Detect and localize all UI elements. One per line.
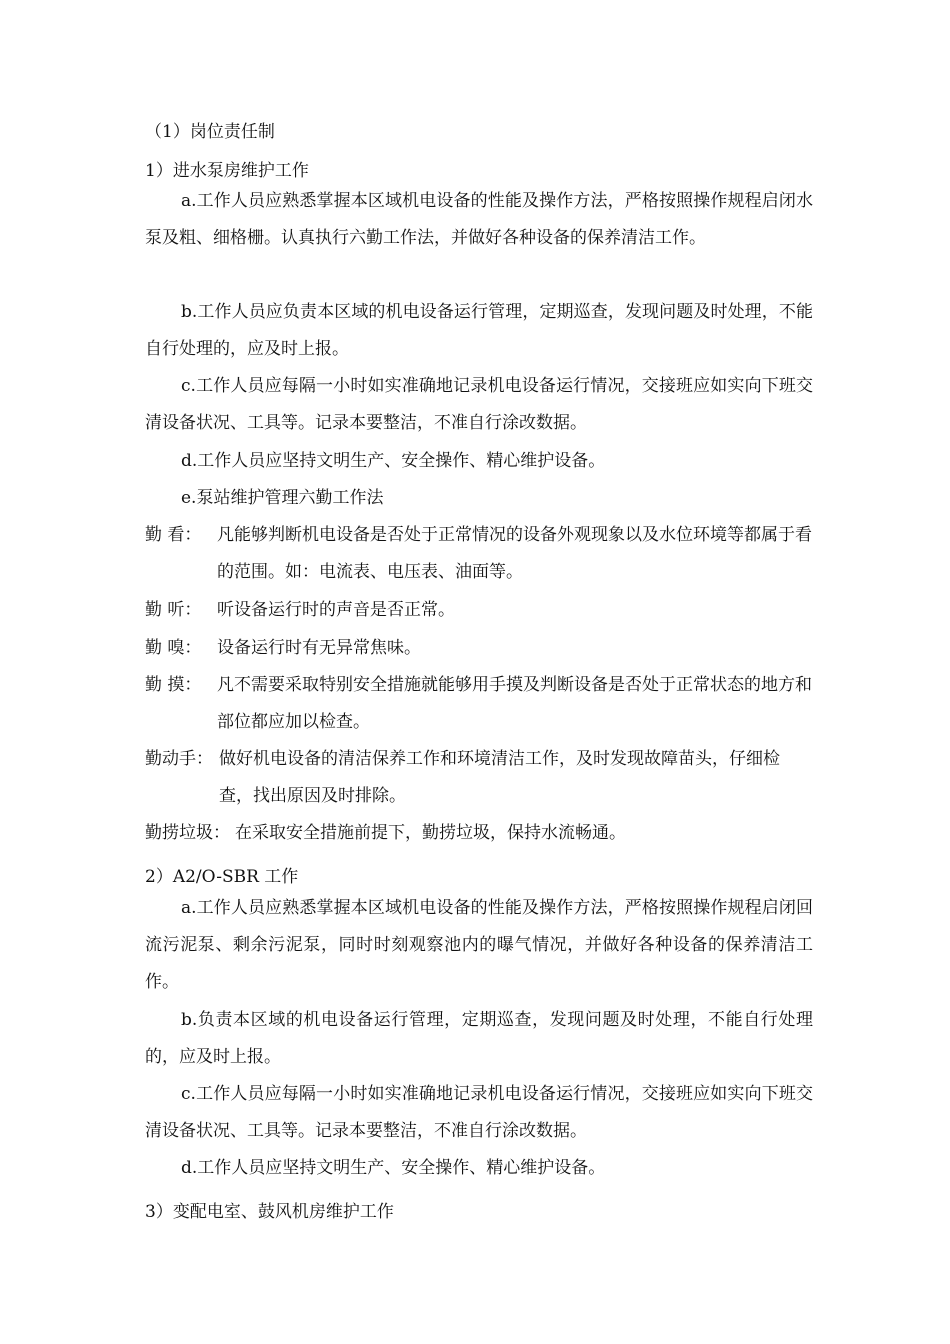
diligence-label: 勤 嗅： — [145, 638, 202, 658]
paragraph-2d: d.工作人员应坚持文明生产、安全操作、精心维护设备。 — [181, 1158, 606, 1178]
diligence-text: 做好机电设备的清洁保养工作和环境清洁工作，及时发现故障苗头，仔细检查，找出原因及时排除。 — [219, 749, 780, 806]
diligence-label: 勤 摸： — [145, 675, 202, 695]
diligence-text: 听设备运行时的声音是否正常。 — [217, 600, 455, 620]
diligence-text: 设备运行时有无异常焦味。 — [217, 638, 421, 658]
diligence-text: 在采取安全措施前提下，勤捞垃圾，保持水流畅通。 — [235, 823, 626, 843]
diligence-item-look — [145, 517, 813, 591]
paragraph-2b: b.负责本区域的机电设备运行管理，定期巡查，发现问题及时处理，不能自行处理的，应及时上报。 — [145, 1010, 813, 1067]
diligence-text: 凡能够判断机电设备是否处于正常情况的设备外观现象以及水位环境等都属于看的范围。如：电流表、电压表、油面等。 — [217, 525, 812, 582]
paragraph-1c: c.工作人员应每隔一小时如实准确地记录机电设备运行情况，交接班应如实向下班交清设备状况、工具等。记录本要整洁，不准自行涂改数据。 — [145, 376, 813, 433]
paragraph-2c: c.工作人员应每隔一小时如实准确地记录机电设备运行情况，交接班应如实向下班交清设备状况、工具等。记录本要整洁，不准自行涂改数据。 — [145, 1084, 813, 1141]
paragraph-2a: a.工作人员应熟悉掌握本区域机电设备的性能及操作方法，严格按照操作规程启闭回流污泥泵、剩余污泥泵，同时时刻观察池内的曝气情况，并做好各种设备的保养清洁工作。 — [145, 898, 813, 992]
diligence-item-listen — [145, 592, 813, 629]
diligence-item-touch — [145, 667, 813, 741]
paragraph-1e: e.泵站维护管理六勤工作法 — [181, 488, 384, 508]
diligence-label: 勤动手： — [145, 749, 213, 769]
diligence-item-debris — [145, 815, 813, 852]
paragraph-1d: d.工作人员应坚持文明生产、安全操作、精心维护设备。 — [181, 451, 606, 471]
subsection-title-2: 2）A2/O-SBR 工作 — [145, 867, 299, 887]
diligence-label: 勤捞垃圾： — [145, 823, 230, 843]
subsection-title-3: 3）变配电室、鼓风机房维护工作 — [145, 1202, 394, 1222]
subsection-title-1: 1）进水泵房维护工作 — [145, 161, 309, 181]
diligence-item-smell — [145, 630, 813, 667]
diligence-label: 勤 听： — [145, 600, 202, 620]
paragraph-1a: a.工作人员应熟悉掌握本区域机电设备的性能及操作方法，严格按照操作规程启闭水泵及粗、细格栅。认真执行六勤工作法，并做好各种设备的保养清洁工作。 — [145, 191, 813, 248]
section-heading: （1）岗位责任制 — [145, 122, 275, 142]
diligence-item-hands — [145, 741, 813, 815]
diligence-label: 勤 看： — [145, 525, 202, 545]
diligence-text: 凡不需要采取特别安全措施就能够用手摸及判断设备是否处于正常状态的地方和部位都应加以检查。 — [217, 675, 812, 732]
paragraph-1b: b.工作人员应负责本区域的机电设备运行管理，定期巡查，发现问题及时处理，不能自行处理的，应及时上报。 — [145, 302, 813, 359]
